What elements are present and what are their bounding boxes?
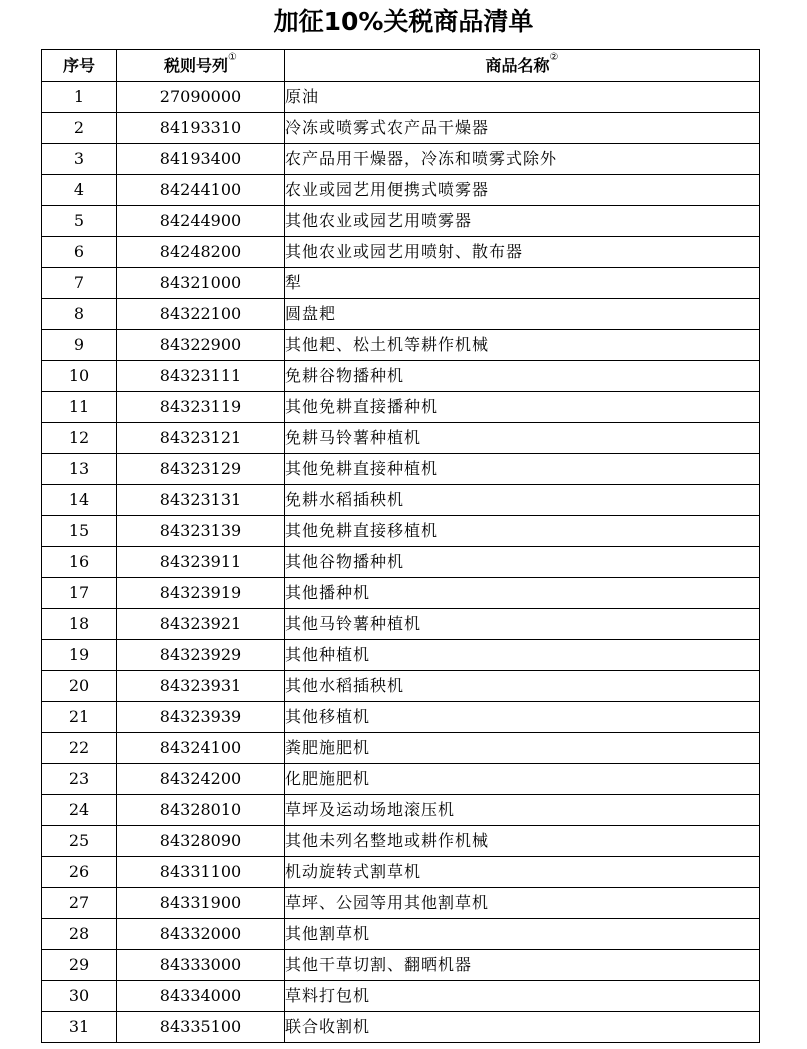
- table-row: [42, 268, 760, 299]
- tariff-code-cell: 84193400: [117, 144, 285, 175]
- goods-name-cell: 圆盘耙: [285, 299, 760, 330]
- table-row: [42, 516, 760, 547]
- tariff-code-cell: 84323131: [117, 485, 285, 516]
- table-row: [42, 950, 760, 981]
- serial-number-cell: 19: [42, 640, 117, 671]
- serial-number-cell: 22: [42, 733, 117, 764]
- serial-number-cell: 6: [42, 237, 117, 268]
- tariff-code-cell: 84334000: [117, 981, 285, 1012]
- table-row: [42, 113, 760, 144]
- goods-name-cell: 农业或园艺用便携式喷雾器: [285, 175, 760, 206]
- goods-name-cell: 草坪及运动场地滚压机: [285, 795, 760, 826]
- serial-number-cell: 29: [42, 950, 117, 981]
- goods-name-cell: 冷冻或喷雾式农产品干燥器: [285, 113, 760, 144]
- table-row: [42, 1012, 760, 1043]
- tariff-code-cell: 84322900: [117, 330, 285, 361]
- tariff-code-cell: 84323911: [117, 547, 285, 578]
- table-row: [42, 330, 760, 361]
- tariff-code-cell: 84323939: [117, 702, 285, 733]
- goods-name-cell: 原油: [285, 82, 760, 113]
- tariff-code-cell: 84335100: [117, 1012, 285, 1043]
- tariff-code-cell: 84323921: [117, 609, 285, 640]
- tariff-code-cell: 84333000: [117, 950, 285, 981]
- goods-name-cell: 其他马铃薯种植机: [285, 609, 760, 640]
- serial-number-cell: 14: [42, 485, 117, 516]
- table-row: [42, 826, 760, 857]
- goods-name-cell: 机动旋转式割草机: [285, 857, 760, 888]
- goods-name-cell: 其他割草机: [285, 919, 760, 950]
- footnote-marker-2: ②: [549, 51, 559, 63]
- tariff-code-cell: 27090000: [117, 82, 285, 113]
- table-row: [42, 857, 760, 888]
- serial-number-cell: 5: [42, 206, 117, 237]
- tariff-code-cell: 84331100: [117, 857, 285, 888]
- goods-name-cell: 草坪、公园等用其他割草机: [285, 888, 760, 919]
- serial-number-cell: 13: [42, 454, 117, 485]
- serial-number-cell: 26: [42, 857, 117, 888]
- table-row: [42, 423, 760, 454]
- serial-number-cell: 11: [42, 392, 117, 423]
- serial-number-cell: 15: [42, 516, 117, 547]
- table-row: [42, 702, 760, 733]
- tariff-code-cell: 84323931: [117, 671, 285, 702]
- tariff-code-cell: 84328010: [117, 795, 285, 826]
- tariff-code-cell: 84323139: [117, 516, 285, 547]
- header-serial-number: 序号: [42, 50, 117, 82]
- goods-name-cell: 其他播种机: [285, 578, 760, 609]
- goods-name-cell: 草料打包机: [285, 981, 760, 1012]
- serial-number-cell: 9: [42, 330, 117, 361]
- table-row: [42, 392, 760, 423]
- goods-name-cell: 其他免耕直接播种机: [285, 392, 760, 423]
- goods-name-cell: 其他未列名整地或耕作机械: [285, 826, 760, 857]
- tariff-code-cell: 84248200: [117, 237, 285, 268]
- serial-number-cell: 20: [42, 671, 117, 702]
- tariff-code-cell: 84323129: [117, 454, 285, 485]
- table-row: [42, 578, 760, 609]
- goods-name-cell: 免耕谷物播种机: [285, 361, 760, 392]
- table-row: [42, 764, 760, 795]
- serial-number-cell: 25: [42, 826, 117, 857]
- table-row: [42, 454, 760, 485]
- serial-number-cell: 10: [42, 361, 117, 392]
- serial-number-cell: 12: [42, 423, 117, 454]
- serial-number-cell: 2: [42, 113, 117, 144]
- table-row: [42, 733, 760, 764]
- table-row: [42, 175, 760, 206]
- header-tariff-code: 税则号列①: [117, 50, 285, 82]
- goods-name-cell: 粪肥施肥机: [285, 733, 760, 764]
- table-row: [42, 206, 760, 237]
- goods-name-cell: 其他水稻插秧机: [285, 671, 760, 702]
- tariff-code-cell: 84332000: [117, 919, 285, 950]
- goods-name-cell: 其他移植机: [285, 702, 760, 733]
- table-row: [42, 795, 760, 826]
- table-row: [42, 361, 760, 392]
- serial-number-cell: 31: [42, 1012, 117, 1043]
- goods-name-cell: 免耕马铃薯种植机: [285, 423, 760, 454]
- table-row: [42, 919, 760, 950]
- goods-name-cell: 其他免耕直接种植机: [285, 454, 760, 485]
- goods-name-cell: 其他免耕直接移植机: [285, 516, 760, 547]
- table-row: [42, 888, 760, 919]
- serial-number-cell: 28: [42, 919, 117, 950]
- tariff-code-cell: 84323121: [117, 423, 285, 454]
- tariff-code-cell: 84323929: [117, 640, 285, 671]
- serial-number-cell: 30: [42, 981, 117, 1012]
- serial-number-cell: 3: [42, 144, 117, 175]
- table-row: [42, 981, 760, 1012]
- table-row: [42, 237, 760, 268]
- goods-name-cell: 联合收割机: [285, 1012, 760, 1043]
- tariff-code-cell: 84322100: [117, 299, 285, 330]
- document-title: 加征10%关税商品清单: [273, 7, 534, 36]
- goods-name-cell: 其他干草切割、翻晒机器: [285, 950, 760, 981]
- serial-number-cell: 18: [42, 609, 117, 640]
- table-body: [42, 82, 760, 1043]
- goods-name-cell: 其他农业或园艺用喷雾器: [285, 206, 760, 237]
- goods-name-cell: 其他种植机: [285, 640, 760, 671]
- tariff-code-cell: 84331900: [117, 888, 285, 919]
- goods-name-cell: 化肥施肥机: [285, 764, 760, 795]
- table-row: [42, 82, 760, 113]
- table-row: [42, 547, 760, 578]
- footnote-marker-1: ①: [228, 51, 237, 63]
- serial-number-cell: 21: [42, 702, 117, 733]
- tariff-code-cell: 84324100: [117, 733, 285, 764]
- serial-number-cell: 17: [42, 578, 117, 609]
- table-header-row: [42, 50, 760, 82]
- goods-name-cell: 其他耙、松土机等耕作机械: [285, 330, 760, 361]
- serial-number-cell: 1: [42, 82, 117, 113]
- tariff-code-cell: 84321000: [117, 268, 285, 299]
- table-row: [42, 640, 760, 671]
- serial-number-cell: 16: [42, 547, 117, 578]
- goods-name-cell: 免耕水稻插秧机: [285, 485, 760, 516]
- table-row: [42, 609, 760, 640]
- tariff-code-cell: 84193310: [117, 113, 285, 144]
- serial-number-cell: 4: [42, 175, 117, 206]
- serial-number-cell: 23: [42, 764, 117, 795]
- tariff-code-cell: 84328090: [117, 826, 285, 857]
- tariff-code-cell: 84323119: [117, 392, 285, 423]
- serial-number-cell: 7: [42, 268, 117, 299]
- tariff-code-cell: 84324200: [117, 764, 285, 795]
- goods-name-cell: 其他农业或园艺用喷射、散布器: [285, 237, 760, 268]
- goods-name-cell: 犁: [285, 268, 760, 299]
- table-row: [42, 144, 760, 175]
- serial-number-cell: 27: [42, 888, 117, 919]
- tariff-code-cell: 84244900: [117, 206, 285, 237]
- table-row: [42, 671, 760, 702]
- goods-name-cell: 其他谷物播种机: [285, 547, 760, 578]
- tariff-code-cell: 84244100: [117, 175, 285, 206]
- serial-number-cell: 8: [42, 299, 117, 330]
- tariff-code-cell: 84323919: [117, 578, 285, 609]
- tariff-code-cell: 84323111: [117, 361, 285, 392]
- goods-name-cell: 农产品用干燥器，冷冻和喷雾式除外: [285, 144, 760, 175]
- table-row: [42, 485, 760, 516]
- table-row: [42, 299, 760, 330]
- serial-number-cell: 24: [42, 795, 117, 826]
- header-goods-name: 商品名称②: [285, 50, 760, 82]
- tariff-goods-table: [41, 49, 760, 1043]
